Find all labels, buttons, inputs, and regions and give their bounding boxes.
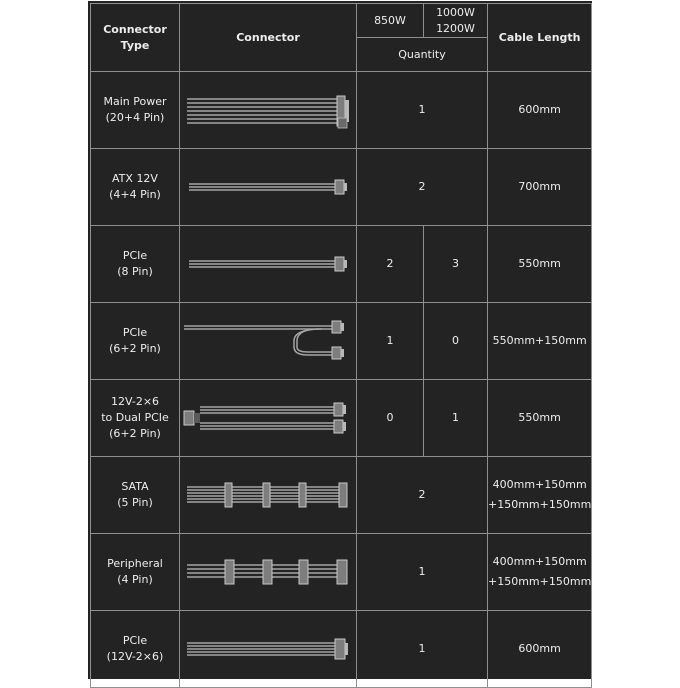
quantity-cell: 1 (357, 611, 488, 688)
connector-type-cell: PCIe (12V-2×6) (91, 611, 180, 688)
table-row (91, 149, 592, 226)
cable-length-cell: 550mm (488, 380, 592, 457)
table-row (91, 611, 592, 688)
cable-spec-table (90, 3, 592, 688)
connector-type-cell: ATX 12V (4+4 Pin) (91, 149, 180, 226)
connector-image-cell (180, 457, 357, 534)
connector-type-cell: Peripheral (4 Pin) (91, 534, 180, 611)
connector-type-cell: PCIe (6+2 Pin) (91, 303, 180, 380)
header-cable-length: Cable Length (488, 4, 592, 72)
cable-length-cell: 400mm+150mm +150mm+150mm (488, 457, 592, 534)
cable-length-cell: 700mm (488, 149, 592, 226)
sata-cable-icon (183, 479, 353, 511)
connector-type-cell: SATA (5 Pin) (91, 457, 180, 534)
quantity-850w-cell: 0 (357, 380, 424, 457)
header-quantity: Quantity (357, 38, 488, 72)
header-model-850w: 850W (357, 4, 424, 38)
table-row (91, 380, 592, 457)
connector-image-cell (180, 149, 357, 226)
table-row (91, 534, 592, 611)
quantity-850w-cell: 1 (357, 303, 424, 380)
quantity-850w-cell: 2 (357, 226, 424, 303)
connector-image-cell (180, 303, 357, 380)
table-row (91, 226, 592, 303)
connector-image-cell (180, 72, 357, 149)
cable-length-cell: 600mm (488, 72, 592, 149)
quantity-cell: 1 (357, 72, 488, 149)
connector-image-cell (180, 611, 357, 688)
header-model-1000w-1200w: 1000W 1200W (424, 4, 488, 38)
header-connector: Connector (180, 4, 357, 72)
cable-length-cell: 550mm (488, 226, 592, 303)
quantity-1000w-1200w-cell: 1 (424, 380, 488, 457)
quantity-cell: 1 (357, 534, 488, 611)
quantity-1000w-1200w-cell: 3 (424, 226, 488, 303)
pcie-12v-2x6-cable-icon (183, 635, 353, 663)
header-connector-type: Connector Type (91, 4, 180, 72)
connector-type-cell: PCIe (8 Pin) (91, 226, 180, 303)
connector-image-cell (180, 380, 357, 457)
connector-type-cell: 12V-2×6 to Dual PCIe (6+2 Pin) (91, 380, 180, 457)
12v-2x6-dual-pcie-cable-icon (182, 398, 354, 438)
pcie-8pin-cable-icon (183, 252, 353, 276)
pcie-6-2-pin-cable-icon (182, 319, 354, 363)
quantity-cell: 2 (357, 457, 488, 534)
connector-image-cell (180, 534, 357, 611)
cable-length-cell: 400mm+150mm +150mm+150mm (488, 534, 592, 611)
header-row-top (91, 4, 592, 38)
table-row (91, 303, 592, 380)
connector-image-cell (180, 226, 357, 303)
cable-length-cell: 550mm+150mm (488, 303, 592, 380)
table-row (91, 72, 592, 149)
cable-length-cell: 600mm (488, 611, 592, 688)
atx-12v-cable-icon (183, 175, 353, 199)
quantity-cell: 2 (357, 149, 488, 226)
quantity-1000w-1200w-cell: 0 (424, 303, 488, 380)
peripheral-cable-icon (183, 556, 353, 588)
main-power-cable-icon (183, 90, 353, 130)
table-row (91, 457, 592, 534)
connector-type-cell: Main Power (20+4 Pin) (91, 72, 180, 149)
